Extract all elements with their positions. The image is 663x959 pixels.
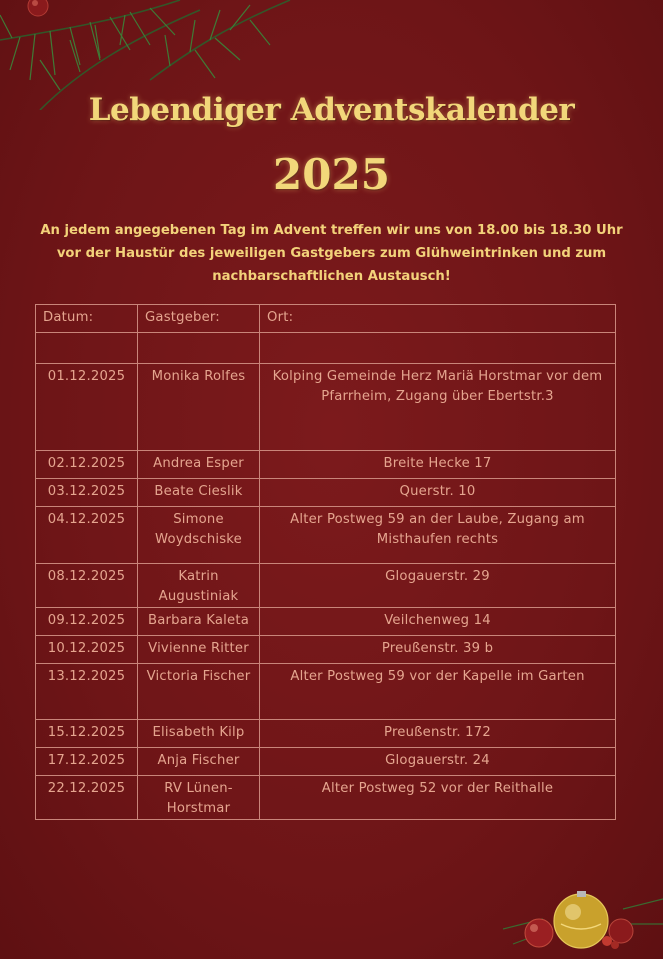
row-host: Beate Cieslik [138, 479, 260, 507]
table-spacer-row [36, 333, 616, 364]
row-place: Querstr. 10 [260, 479, 616, 507]
table-row [36, 636, 616, 664]
table-row [36, 776, 616, 820]
row-host: Vivienne Ritter [138, 636, 260, 664]
header-gastgeber: Gastgeber: [138, 305, 260, 333]
row-date: 17.12.2025 [36, 748, 138, 776]
row-date: 09.12.2025 [36, 608, 138, 636]
row-host: Katrin Augustiniak [138, 564, 260, 608]
row-place: Glogauerstr. 24 [260, 748, 616, 776]
intro-text: An jedem angegebenen Tag im Advent treffen wir uns von 18.00 bis 18.30 Uhr vor der Haustür des jeweiligen Gastgebers zum Glühweintrinken und zum nachbarschaftlichen Austausch! [40, 223, 623, 284]
row-place: Kolping Gemeinde Herz Mariä Horstmar vor dem Pfarrheim, Zugang über Ebertstr.3 [260, 364, 616, 451]
row-date: 04.12.2025 [36, 507, 138, 564]
row-place: Preußenstr. 172 [260, 720, 616, 748]
row-host: Victoria Fischer [138, 664, 260, 720]
row-host: Andrea Esper [138, 451, 260, 479]
row-host: Simone Woydschiske [138, 507, 260, 564]
table-row [36, 507, 616, 564]
row-place: Veilchenweg 14 [260, 608, 616, 636]
row-date: 08.12.2025 [36, 564, 138, 608]
row-date: 15.12.2025 [36, 720, 138, 748]
row-place: Preußenstr. 39 b [260, 636, 616, 664]
page-title: Lebendiger Adventskalender [88, 92, 575, 128]
table-row [36, 564, 616, 608]
christmas-ornament-icon [503, 869, 663, 959]
table-row [36, 364, 616, 451]
row-place: Glogauerstr. 29 [260, 564, 616, 608]
table-row [36, 748, 616, 776]
row-date: 13.12.2025 [36, 664, 138, 720]
row-place: Alter Postweg 59 vor der Kapelle im Garten [260, 664, 616, 720]
row-place: Alter Postweg 52 vor der Reithalle [260, 776, 616, 820]
row-host: RV Lünen-Horstmar [138, 776, 260, 820]
year-title: 2025 [273, 150, 390, 199]
header-ort: Ort: [260, 305, 616, 333]
header-datum: Datum: [36, 305, 138, 333]
row-host: Elisabeth Kilp [138, 720, 260, 748]
row-host: Barbara Kaleta [138, 608, 260, 636]
row-date: 02.12.2025 [36, 451, 138, 479]
row-host: Monika Rolfes [138, 364, 260, 451]
row-date: 10.12.2025 [36, 636, 138, 664]
row-date: 22.12.2025 [36, 776, 138, 820]
table-row [36, 451, 616, 479]
table-header-row [36, 305, 616, 333]
advent-calendar-table [35, 304, 616, 820]
row-date: 03.12.2025 [36, 479, 138, 507]
table-row [36, 664, 616, 720]
table-row [36, 720, 616, 748]
row-place: Breite Hecke 17 [260, 451, 616, 479]
row-host: Anja Fischer [138, 748, 260, 776]
row-date: 01.12.2025 [36, 364, 138, 451]
table-row [36, 479, 616, 507]
table-row [36, 608, 616, 636]
row-place: Alter Postweg 59 an der Laube, Zugang am Misthaufen rechts [260, 507, 616, 564]
